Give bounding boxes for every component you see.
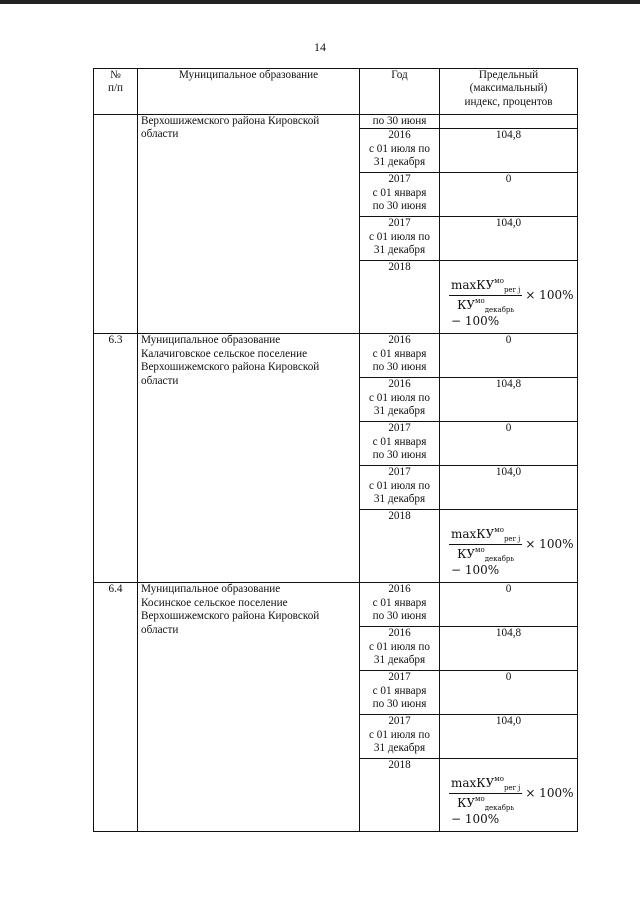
- municipality-name: Муниципальное образование Калачиговское сельское поселение Верхошижемского района Кировской области: [138, 334, 360, 583]
- formula-multiplier: × 100%: [525, 537, 574, 552]
- year-period: 2016 с 01 июля по 31 декабря: [360, 627, 440, 671]
- formula-fraction: [449, 775, 522, 812]
- header-municipality-text: Муниципальное образование: [178, 69, 319, 81]
- year-period: 2016 с 01 июля по 31 декабря: [360, 378, 440, 422]
- table-row: [94, 583, 578, 627]
- year-period: 2017 с 01 января по 30 июня: [360, 422, 440, 466]
- index-value: 104,0: [440, 466, 578, 510]
- row-number: 6.4: [94, 583, 138, 832]
- formula-numerator: maxКУ$^{мо}_{per j}$: [449, 526, 522, 545]
- index-value: 0: [440, 422, 578, 466]
- table-row: [94, 334, 578, 378]
- year-period: по 30 июня: [360, 115, 440, 129]
- year-period: 2018: [360, 759, 440, 832]
- formula-numerator: maxКУ$^{мо}_{per j}$: [449, 775, 522, 794]
- formula-denominator: $КУ^{мо}_{декабрь}$: [457, 546, 515, 564]
- year-period: 2016 с 01 июля по 31 декабря: [360, 129, 440, 173]
- formula-multiplier: × 100%: [525, 288, 574, 303]
- index-value: 104,8: [440, 378, 578, 422]
- tariff-index-table: [93, 68, 578, 832]
- formula-subtraction: − 100%: [451, 313, 500, 328]
- index-value: [440, 510, 578, 583]
- formula-fraction: [449, 277, 522, 314]
- row-number: [94, 115, 138, 334]
- index-formula: [443, 261, 574, 328]
- year-period: 2017 с 01 июля по 31 декабря: [360, 466, 440, 510]
- year-period: 2016 с 01 января по 30 июня: [360, 583, 440, 627]
- year-period: 2018: [360, 261, 440, 334]
- formula-denominator: $КУ^{мо}_{декабрь}$: [457, 297, 515, 315]
- index-value: 104,8: [440, 627, 578, 671]
- index-value: 104,0: [440, 217, 578, 261]
- year-period: 2017 с 01 января по 30 июня: [360, 173, 440, 217]
- header-index: [440, 69, 578, 115]
- year-period: 2017 с 01 июля по 31 декабря: [360, 715, 440, 759]
- table-row: [94, 115, 578, 129]
- index-value: 104,8: [440, 129, 578, 173]
- index-value: 0: [440, 671, 578, 715]
- municipality-name: Верхошижемского района Кировской области: [138, 115, 360, 334]
- row-number: 6.3: [94, 334, 138, 583]
- page-number: 14: [314, 40, 326, 54]
- formula-multiplier: × 100%: [525, 786, 574, 801]
- header-row: [94, 69, 578, 115]
- formula-numerator: maxКУ$^{мо}_{per j}$: [449, 277, 522, 296]
- top-border-line: [0, 0, 640, 4]
- year-period: 2017 с 01 января по 30 июня: [360, 671, 440, 715]
- header-number: [94, 69, 138, 115]
- header-year: [360, 69, 440, 115]
- index-value: 0: [440, 334, 578, 378]
- formula-denominator: $КУ^{мо}_{декабрь}$: [457, 795, 515, 813]
- index-formula: [443, 759, 574, 826]
- header-index-text: Предельный (максимальный) индекс, процентов: [464, 69, 553, 108]
- year-period: 2018: [360, 510, 440, 583]
- index-value: [440, 115, 578, 129]
- index-value: 0: [440, 583, 578, 627]
- header-municipality: [138, 69, 360, 115]
- index-formula: [443, 510, 574, 577]
- formula-subtraction: − 100%: [451, 562, 500, 577]
- formula-subtraction: − 100%: [451, 811, 500, 826]
- formula-fraction: [449, 526, 522, 563]
- year-period: 2016 с 01 января по 30 июня: [360, 334, 440, 378]
- index-value: 0: [440, 173, 578, 217]
- header-number-text: № п/п: [107, 69, 124, 95]
- index-value: [440, 759, 578, 832]
- municipality-name: Муниципальное образование Косинское сельское поселение Верхошижемского района Кировской области: [138, 583, 360, 832]
- header-year-text: Год: [391, 69, 408, 81]
- index-value: 104,0: [440, 715, 578, 759]
- year-period: 2017 с 01 июля по 31 декабря: [360, 217, 440, 261]
- index-value: [440, 261, 578, 334]
